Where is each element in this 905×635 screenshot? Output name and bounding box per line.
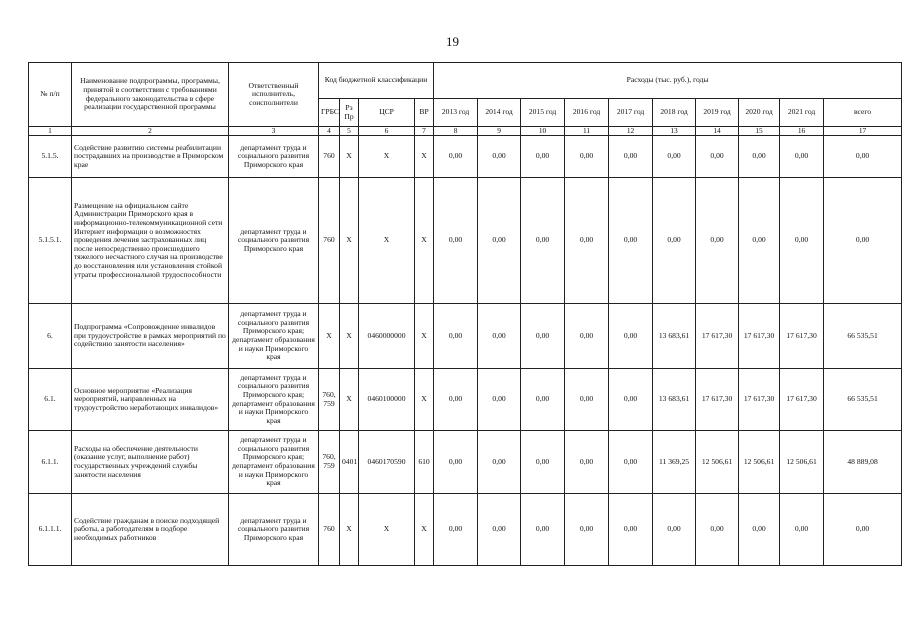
- row-responsible: департамент труда и социального развития Приморского края: [229, 494, 319, 566]
- table-row: [29, 136, 902, 178]
- row-grbs: 760: [319, 136, 340, 178]
- header-year: 2021 год: [780, 99, 824, 127]
- header-name: Наименование подпрограммы, программы, принятой в соответствии с требованиями федерального законодательства в сфере реализации государственной программы: [72, 63, 229, 127]
- column-number: 11: [565, 127, 609, 136]
- row-grbs: 760, 759: [319, 369, 340, 431]
- row-name: Содействие развитию системы реабилитации пострадавших на производстве в Приморском крае: [72, 136, 229, 178]
- row-number: 5.1.5.1.: [29, 178, 72, 304]
- row-expense-value: 0,00: [739, 136, 780, 178]
- row-grbs: 760: [319, 494, 340, 566]
- column-number: 10: [521, 127, 565, 136]
- row-csr: Х: [359, 136, 415, 178]
- column-number: 1: [29, 127, 72, 136]
- row-expense-value: 0,00: [653, 178, 696, 304]
- row-expense-value: 0,00: [521, 178, 565, 304]
- row-expense-value: 12 506,61: [739, 431, 780, 494]
- row-number: 6.: [29, 304, 72, 369]
- table-row: [29, 494, 902, 566]
- row-expense-value: 0,00: [609, 304, 653, 369]
- column-number: 14: [696, 127, 739, 136]
- row-rzpr: Х: [340, 304, 359, 369]
- header-year: 2015 год: [521, 99, 565, 127]
- row-expense-value: 12 506,61: [696, 431, 739, 494]
- row-number: 6.1.: [29, 369, 72, 431]
- header-year: всего: [824, 99, 902, 127]
- column-number: 4: [319, 127, 340, 136]
- row-csr: 0460100000: [359, 369, 415, 431]
- header-code-grbs: ГРБС: [319, 99, 340, 127]
- header-budget-codes: Код бюджетной классификации: [319, 63, 434, 99]
- row-vr: Х: [415, 304, 434, 369]
- row-number: 6.1.1.: [29, 431, 72, 494]
- row-expense-value: 0,00: [653, 494, 696, 566]
- column-number: 12: [609, 127, 653, 136]
- column-number: 9: [478, 127, 521, 136]
- row-responsible: департамент труда и социального развития Приморского края; департамент образования и науки Приморского края: [229, 304, 319, 369]
- header-code-csr: ЦСР: [359, 99, 415, 127]
- row-name: Расходы на обеспечение деятельности (оказание услуг, выполнение работ) государственных учреждений службы занятости населения: [72, 431, 229, 494]
- row-rzpr: Х: [340, 494, 359, 566]
- row-expense-value: 0,00: [521, 304, 565, 369]
- row-expense-value: 48 889,08: [824, 431, 902, 494]
- row-csr: Х: [359, 494, 415, 566]
- row-expense-value: 0,00: [478, 431, 521, 494]
- table-row: [29, 431, 902, 494]
- row-csr: 0460000000: [359, 304, 415, 369]
- row-expense-value: 0,00: [434, 304, 478, 369]
- column-number: 15: [739, 127, 780, 136]
- row-expense-value: 17 617,30: [696, 369, 739, 431]
- header-year: 2018 год: [653, 99, 696, 127]
- row-expense-value: 0,00: [824, 494, 902, 566]
- row-rzpr: Х: [340, 369, 359, 431]
- row-expense-value: 0,00: [565, 369, 609, 431]
- row-rzpr: Х: [340, 178, 359, 304]
- row-rzpr: Х: [340, 136, 359, 178]
- row-csr: 0460170590: [359, 431, 415, 494]
- row-expense-value: 0,00: [521, 136, 565, 178]
- header-year: 2020 год: [739, 99, 780, 127]
- table-row: [29, 369, 902, 431]
- row-expense-value: 17 617,30: [780, 369, 824, 431]
- row-number: 6.1.1.1.: [29, 494, 72, 566]
- row-expense-value: 0,00: [696, 178, 739, 304]
- header-code-vr: ВР: [415, 99, 434, 127]
- row-vr: Х: [415, 178, 434, 304]
- table-row: [29, 178, 902, 304]
- row-expense-value: 0,00: [565, 136, 609, 178]
- row-expense-value: 0,00: [521, 369, 565, 431]
- row-expense-value: 0,00: [739, 494, 780, 566]
- row-expense-value: 0,00: [478, 369, 521, 431]
- header-year: 2019 год: [696, 99, 739, 127]
- row-expense-value: 0,00: [521, 431, 565, 494]
- row-expense-value: 0,00: [434, 431, 478, 494]
- column-number: 17: [824, 127, 902, 136]
- row-expense-value: 13 683,61: [653, 369, 696, 431]
- row-name: Подпрограмма «Сопровождение инвалидов при трудоустройстве в рамках мероприятий по содействию занятости населения»: [72, 304, 229, 369]
- row-expense-value: 0,00: [696, 494, 739, 566]
- column-number: 16: [780, 127, 824, 136]
- budget-table: [28, 62, 902, 566]
- row-expense-value: 17 617,30: [739, 304, 780, 369]
- row-expense-value: 0,00: [478, 304, 521, 369]
- row-expense-value: 0,00: [565, 178, 609, 304]
- row-responsible: департамент труда и социального развития Приморского края; департамент образования и науки Приморского края: [229, 369, 319, 431]
- header-year: 2014 год: [478, 99, 521, 127]
- header-year: 2017 год: [609, 99, 653, 127]
- row-vr: 610: [415, 431, 434, 494]
- row-expense-value: 0,00: [696, 136, 739, 178]
- row-grbs: 760, 759: [319, 431, 340, 494]
- row-expense-value: 13 683,61: [653, 304, 696, 369]
- row-responsible: департамент труда и социального развития Приморского края: [229, 136, 319, 178]
- row-expense-value: 0,00: [609, 136, 653, 178]
- row-expense-value: 0,00: [434, 136, 478, 178]
- header-responsible: Ответственный исполнитель, соисполнители: [229, 63, 319, 127]
- column-number: 7: [415, 127, 434, 136]
- row-expense-value: 0,00: [609, 494, 653, 566]
- header-year: 2013 год: [434, 99, 478, 127]
- row-expense-value: 17 617,30: [780, 304, 824, 369]
- row-expense-value: 0,00: [565, 304, 609, 369]
- row-csr: Х: [359, 178, 415, 304]
- row-expense-value: 17 617,30: [739, 369, 780, 431]
- column-number: 5: [340, 127, 359, 136]
- row-expense-value: 0,00: [478, 178, 521, 304]
- row-expense-value: 0,00: [653, 136, 696, 178]
- row-expense-value: 0,00: [739, 178, 780, 304]
- row-expense-value: 0,00: [824, 136, 902, 178]
- row-expense-value: 0,00: [478, 494, 521, 566]
- row-expense-value: 17 617,30: [696, 304, 739, 369]
- row-vr: Х: [415, 494, 434, 566]
- column-number: 8: [434, 127, 478, 136]
- row-name: Размещение на официальном сайте Администрации Приморского края в информационно-телекоммуникационной сети Интернет информации о возможностях проведения лечения застрахованных лиц после непосредственно происшедшего тяжелого несчастного случая на производстве до восстановления или установления стойкой утраты профессиональной трудоспособности: [72, 178, 229, 304]
- row-expense-value: 11 369,25: [653, 431, 696, 494]
- row-expense-value: 0,00: [609, 178, 653, 304]
- row-vr: Х: [415, 136, 434, 178]
- row-expense-value: 0,00: [565, 494, 609, 566]
- header-code-rzpr: Рз Пр: [340, 99, 359, 127]
- row-expense-value: 66 535,51: [824, 304, 902, 369]
- header-expenses: Расходы (тыс. руб.), годы: [434, 63, 902, 99]
- row-responsible: департамент труда и социального развития Приморского края: [229, 178, 319, 304]
- row-rzpr: 0401: [340, 431, 359, 494]
- row-expense-value: 0,00: [434, 369, 478, 431]
- row-expense-value: 0,00: [780, 178, 824, 304]
- row-expense-value: 0,00: [609, 431, 653, 494]
- row-expense-value: 0,00: [780, 494, 824, 566]
- column-number: 3: [229, 127, 319, 136]
- row-expense-value: 0,00: [824, 178, 902, 304]
- row-expense-value: 0,00: [434, 178, 478, 304]
- column-number: 6: [359, 127, 415, 136]
- row-expense-value: 66 535,51: [824, 369, 902, 431]
- header-year: 2016 год: [565, 99, 609, 127]
- row-expense-value: 0,00: [434, 494, 478, 566]
- row-expense-value: 0,00: [521, 494, 565, 566]
- row-grbs: Х: [319, 304, 340, 369]
- row-responsible: департамент труда и социального развития Приморского края; департамент образования и науки Приморского края: [229, 431, 319, 494]
- page-number: 19: [446, 34, 459, 49]
- row-expense-value: 0,00: [609, 369, 653, 431]
- row-expense-value: 12 506,61: [780, 431, 824, 494]
- column-number: 13: [653, 127, 696, 136]
- row-name: Основное мероприятие «Реализация мероприятий, направленных на трудоустройство неработающих инвалидов»: [72, 369, 229, 431]
- row-name: Содействие гражданам в поиске подходящей работы, а работодателям в подборе необходимых работников: [72, 494, 229, 566]
- header-num: № п/п: [29, 63, 72, 127]
- table-row: [29, 304, 902, 369]
- row-grbs: 760: [319, 178, 340, 304]
- row-vr: Х: [415, 369, 434, 431]
- column-number: 2: [72, 127, 229, 136]
- row-expense-value: 0,00: [565, 431, 609, 494]
- row-expense-value: 0,00: [780, 136, 824, 178]
- row-number: 5.1.5.: [29, 136, 72, 178]
- row-expense-value: 0,00: [478, 136, 521, 178]
